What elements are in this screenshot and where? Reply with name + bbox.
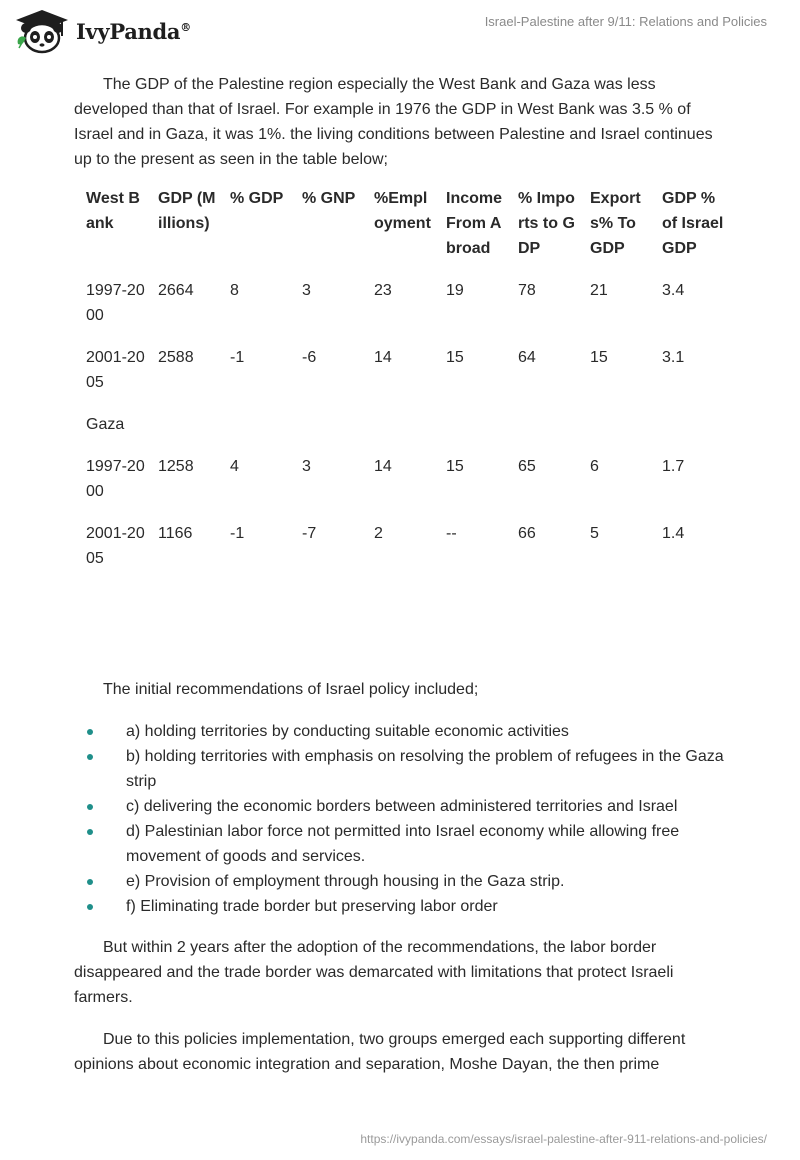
table-cell: 15 — [446, 349, 464, 366]
table-cell: 14 — [374, 349, 392, 366]
list-item — [74, 744, 724, 794]
table-cell: 14 — [374, 458, 392, 475]
bullet-dot-icon — [87, 754, 93, 760]
list-item-text: a) holding territories by conducting suitable economic activities — [126, 723, 569, 740]
table-row — [74, 521, 724, 588]
table-cell: 15 — [590, 349, 608, 366]
table-cell: 3.1 — [662, 349, 685, 366]
table-cell: 1997-2000 — [86, 282, 145, 324]
table-header-cell: % Imports to GDP — [518, 190, 575, 257]
table-row — [74, 345, 724, 412]
list-item-text: f) Eliminating trade border but preserving labor order — [126, 898, 498, 915]
list-item — [74, 869, 724, 894]
bullet-dot-icon — [87, 904, 93, 910]
body-paragraph: Due to this policies implementation, two groups emerged each supporting different opinions about economic integration and separation, Moshe Dayan, the then prime — [74, 1031, 686, 1073]
table-cell: 1258 — [158, 458, 194, 475]
table-cell: 1997-2000 — [86, 458, 145, 500]
document-title: Israel-Palestine after 9/11: Relations and Policies — [484, 14, 767, 29]
table-cell: 1.4 — [662, 525, 685, 542]
bullet-dot-icon — [87, 804, 93, 810]
table-header-cell: %Employment — [374, 190, 431, 232]
list-item — [74, 894, 724, 919]
table-cell: 2588 — [158, 349, 194, 366]
table-header-cell: Exports% To GDP — [590, 190, 641, 257]
recommendations-intro: The initial recommendations of Israel policy included; — [103, 681, 479, 698]
table-cell: 3 — [302, 282, 311, 299]
table-cell: 3.4 — [662, 282, 685, 299]
table-cell: 5 — [590, 525, 599, 542]
list-item — [74, 819, 724, 869]
bullet-dot-icon — [87, 829, 93, 835]
table-cell: 21 — [590, 282, 608, 299]
panda-graduate-icon — [14, 8, 70, 54]
ivypanda-logo[interactable] — [14, 8, 191, 54]
table-cell: 3 — [302, 458, 311, 475]
table-section-row — [74, 412, 724, 454]
table-cell: -7 — [302, 525, 317, 542]
bullet-dot-icon — [87, 879, 93, 885]
bullet-dot-icon — [87, 729, 93, 735]
table-cell: 4 — [230, 458, 239, 475]
logo-text: IvyPanda® — [76, 18, 191, 44]
table-cell: 64 — [518, 349, 536, 366]
intro-paragraph-block — [74, 72, 724, 172]
list-item — [74, 794, 724, 819]
source-url-link[interactable]: https://ivypanda.com/essays/israel-palestine-after-911-relations-and-policies/ — [360, 1132, 767, 1146]
table-row — [74, 454, 724, 521]
table-cell: 78 — [518, 282, 536, 299]
table-cell: 1166 — [158, 525, 193, 542]
table-cell: -1 — [230, 349, 245, 366]
recommendations-list — [74, 719, 724, 919]
table-cell: 2001-2005 — [86, 525, 145, 567]
table-cell: 2664 — [158, 282, 194, 299]
body-paragraph: But within 2 years after the adoption of the recommendations, the labor border disappeared and the trade border was demarcated with limitations that protect Israeli farmers. — [74, 939, 674, 1006]
table-section-label: Gaza — [86, 416, 125, 433]
table-cell: 66 — [518, 525, 536, 542]
table-cell: -1 — [230, 525, 245, 542]
table-cell: -6 — [302, 349, 317, 366]
table-cell: 2001-2005 — [86, 349, 145, 391]
table-header-cell: GDP (Millions) — [158, 190, 216, 232]
table-cell: 23 — [374, 282, 392, 299]
table-cell: 19 — [446, 282, 464, 299]
table-row — [74, 278, 724, 345]
list-item-text: b) holding territories with emphasis on resolving the problem of refugees in the Gaza strip — [126, 748, 724, 790]
table-cell: 2 — [374, 525, 383, 542]
table-cell: 1.7 — [662, 458, 685, 475]
table-header-cell: % GDP — [230, 190, 284, 207]
list-item-text: c) delivering the economic borders between administered territories and Israel — [126, 798, 678, 815]
table-cell: -- — [446, 525, 457, 542]
list-item-text: e) Provision of employment through housing in the Gaza strip. — [126, 873, 565, 890]
page-header — [0, 0, 800, 60]
economic-data-table — [74, 186, 724, 588]
list-item — [74, 719, 724, 744]
table-header-cell: Income From Abroad — [446, 190, 503, 257]
table-header-cell: GDP % of Israel GDP — [662, 190, 724, 257]
list-item-text: d) Palestinian labor force not permitted into Israel economy while allowing free movement of goods and services. — [126, 823, 680, 865]
table-cell: 15 — [446, 458, 464, 475]
table-cell: 65 — [518, 458, 536, 475]
table-header-row — [74, 186, 724, 278]
table-header-cell: West Bank — [86, 190, 140, 232]
table-cell: 6 — [590, 458, 599, 475]
table-cell: 8 — [230, 282, 239, 299]
table-header-cell: % GNP — [302, 190, 356, 207]
intro-paragraph: The GDP of the Palestine region especially the West Bank and Gaza was less developed than that of Israel. For example in 1976 the GDP in West Bank was 3.5 % of Israel and in Gaza, it was 1%. the living conditions between Palestine and Israel continues up to the present as seen in the table below; — [74, 76, 713, 168]
